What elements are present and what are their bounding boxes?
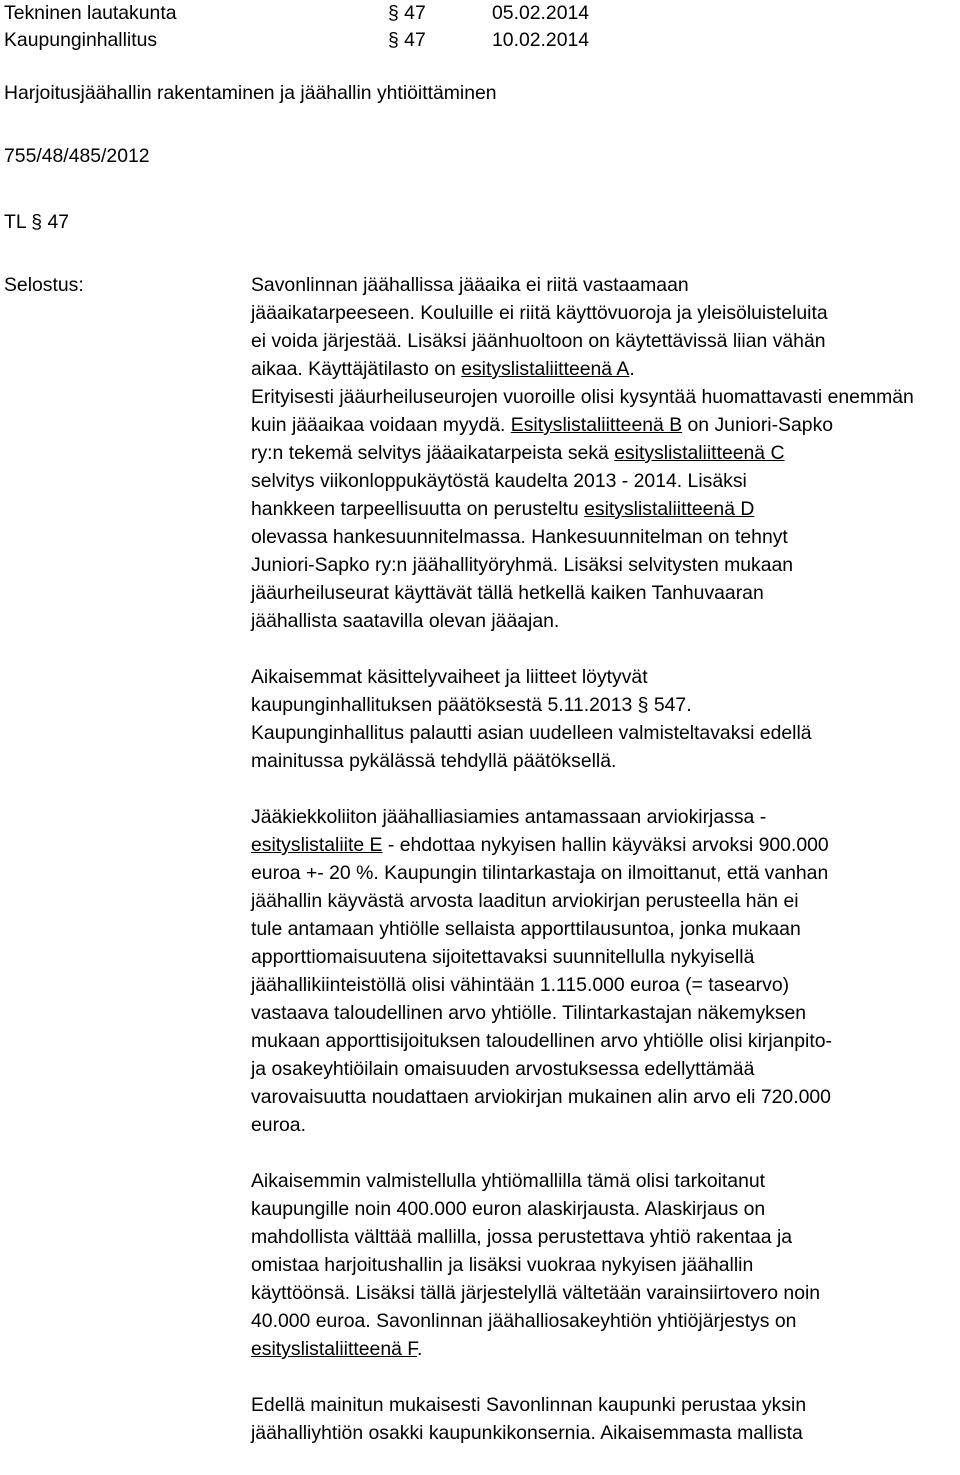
meeting-date: 10.02.2014	[492, 29, 590, 51]
text-segment: jääurheiluseurat käyttävät tällä hetkellä kaiken Tanhuvaaran	[251, 582, 764, 604]
text-line	[251, 1223, 956, 1251]
text-segment: jäähallista saatavilla olevan jääajan.	[251, 610, 560, 632]
text-line	[251, 439, 956, 467]
text-line	[251, 1083, 956, 1111]
text-line	[251, 299, 956, 327]
text-line	[251, 1335, 956, 1363]
text-segment: käyttöönsä. Lisäksi tällä järjestelyllä vältetään varainsiirtovero noin	[251, 1282, 821, 1304]
text-segment: selvitys viikonloppukäytöstä kaudelta 2013 - 2014. Lisäksi	[251, 470, 747, 492]
text-segment: on Juniori-Sapko	[682, 414, 834, 436]
text-segment: jäähallikiinteistöllä olisi vähintään 1.115.000 euroa (= tasearvo)	[251, 974, 790, 996]
text-line	[251, 747, 956, 775]
text-line	[251, 1027, 956, 1055]
text-segment: jääaikatarpeeseen. Kouluille ei riitä käyttövuoroja ja yleisöluisteluita	[251, 302, 828, 324]
text-segment: .	[416, 1338, 423, 1360]
attachment-reference: esityslistaliitteenä F	[251, 1338, 417, 1360]
text-segment: kuin jääaikaa voidaan myydä.	[251, 414, 511, 436]
tl-section-reference: TL § 47	[4, 211, 70, 233]
text-segment: euroa.	[251, 1114, 306, 1136]
body-paragraph	[251, 1391, 956, 1447]
text-segment: mahdollista välttää mallilla, jossa perustettava yhtiö rakentaa ja	[251, 1226, 793, 1248]
text-line	[251, 943, 956, 971]
text-segment: 40.000 euroa. Savonlinnan jäähalliosakeyhtiön yhtiöjärjestys on	[251, 1310, 797, 1332]
text-line	[251, 1195, 956, 1223]
text-line	[251, 1111, 956, 1139]
board-name: Tekninen lautakunta	[4, 2, 177, 24]
text-segment: Juniori-Sapko ry:n jäähallityöryhmä. Lisäksi selvitysten mukaan	[251, 554, 794, 576]
text-line	[251, 999, 956, 1027]
text-segment: omistaa harjoitushallin ja lisäksi vuokraa nykyisen jäähallin	[251, 1254, 754, 1276]
attachment-reference: esityslistaliitteenä C	[614, 442, 785, 464]
text-line	[251, 551, 956, 579]
text-segment: tule antamaan yhtiölle sellaista apporttilausuntoa, jonka mukaan	[251, 918, 801, 940]
text-line	[251, 411, 956, 439]
text-segment: ja osakeyhtiöilain omaisuuden arvostuksessa edellyttämää	[251, 1058, 755, 1080]
description-body	[251, 271, 956, 1475]
text-segment: ei voida järjestää. Lisäksi jäänhuoltoon on käytettävissä liian vähän	[251, 330, 826, 352]
text-segment: kaupunginhallituksen päätöksestä 5.11.2013 § 547.	[251, 694, 692, 716]
text-line	[251, 1391, 956, 1419]
text-line	[251, 383, 956, 411]
attachment-reference: esityslistaliitteenä D	[584, 498, 755, 520]
text-segment: - ehdottaa nykyisen hallin käyväksi arvoksi 900.000	[382, 834, 829, 856]
text-line	[251, 1307, 956, 1335]
text-segment: varovaisuutta noudattaen arviokirjan mukainen alin arvo eli 720.000	[251, 1086, 831, 1108]
document-title: Harjoitusjäähallin rakentaminen ja jäähallin yhtiöittäminen	[4, 82, 497, 104]
body-paragraph	[251, 1167, 956, 1363]
body-paragraph	[251, 803, 956, 1139]
board-name: Kaupunginhallitus	[4, 29, 158, 51]
text-line	[251, 803, 956, 831]
text-segment: apporttiomaisuutena sijoitettavaksi suunnitellulla nykyisellä	[251, 946, 755, 968]
attachment-reference: esityslistaliite E	[251, 834, 383, 856]
section-number: § 47	[388, 29, 426, 51]
text-segment: Kaupunginhallitus palautti asian uudelleen valmisteltavaksi edellä	[251, 722, 812, 744]
text-line	[251, 1419, 956, 1447]
text-line	[251, 971, 956, 999]
text-segment: mukaan apporttisijoituksen taloudellinen arvo yhtiölle olisi kirjanpito-	[251, 1030, 832, 1052]
text-segment: aikaa. Käyttäjätilasto on	[251, 358, 462, 380]
text-segment: jäähallin käyvästä arvosta laaditun arviokirjan perusteella hän ei	[251, 890, 799, 912]
text-segment: mainitussa pykälässä tehdyllä päätöksellä.	[251, 750, 617, 772]
text-line	[251, 271, 956, 299]
attachment-reference: esityslistaliitteenä A	[461, 358, 630, 380]
text-line	[251, 467, 956, 495]
text-line	[251, 495, 956, 523]
text-segment: Savonlinnan jäähallissa jääaika ei riitä vastaamaan	[251, 274, 689, 296]
text-line	[251, 355, 956, 383]
section-number: § 47	[388, 2, 426, 24]
text-segment: Edellä mainitun mukaisesti Savonlinnan kaupunki perustaa yksin	[251, 1394, 807, 1416]
text-segment: hankkeen tarpeellisuutta on perusteltu	[251, 498, 585, 520]
text-line	[251, 1055, 956, 1083]
text-segment: olevassa hankesuunnitelmassa. Hankesuunnitelman on tehnyt	[251, 526, 788, 548]
meeting-date: 05.02.2014	[492, 2, 590, 24]
text-line	[251, 887, 956, 915]
body-paragraph	[251, 271, 956, 635]
text-line	[251, 1167, 956, 1195]
text-line	[251, 859, 956, 887]
diary-number: 755/48/485/2012	[4, 145, 150, 167]
text-line	[251, 691, 956, 719]
text-segment: kaupungille noin 400.000 euron alaskirjausta. Alaskirjaus on	[251, 1198, 766, 1220]
text-line	[251, 523, 956, 551]
text-line	[251, 327, 956, 355]
text-segment: ry:n tekemä selvitys jääaikatarpeista sekä	[251, 442, 615, 464]
text-segment: Aikaisemmin valmistellulla yhtiömallilla tämä olisi tarkoitanut	[251, 1170, 766, 1192]
attachment-reference: Esityslistaliitteenä B	[510, 414, 683, 436]
text-line	[251, 719, 956, 747]
text-segment: euroa +- 20 %. Kaupungin tilintarkastaja on ilmoittanut, että vanhan	[251, 862, 829, 884]
text-segment: .	[629, 358, 635, 380]
text-line	[251, 1251, 956, 1279]
text-line	[251, 915, 956, 943]
text-segment: Erityisesti jääurheiluseurojen vuoroille olisi kysyntää huomattavasti enemmän	[251, 386, 914, 408]
text-line	[251, 831, 956, 859]
text-segment: vastaava taloudellinen arvo yhtiölle. Tilintarkastajan näkemyksen	[251, 1002, 807, 1024]
text-segment: Aikaisemmat käsittelyvaiheet ja liitteet löytyvät	[251, 666, 648, 688]
text-line	[251, 579, 956, 607]
text-segment: Jääkiekkoliiton jäähalliasiamies antamassaan arviokirjassa -	[251, 806, 767, 828]
section-label: Selostus:	[4, 274, 84, 296]
text-line	[251, 607, 956, 635]
text-segment: jäähalliyhtiön osakki kaupunkikonsernia. Aikaisemmasta mallista	[251, 1422, 803, 1444]
text-line	[251, 663, 956, 691]
text-line	[251, 1279, 956, 1307]
body-paragraph	[251, 663, 956, 775]
